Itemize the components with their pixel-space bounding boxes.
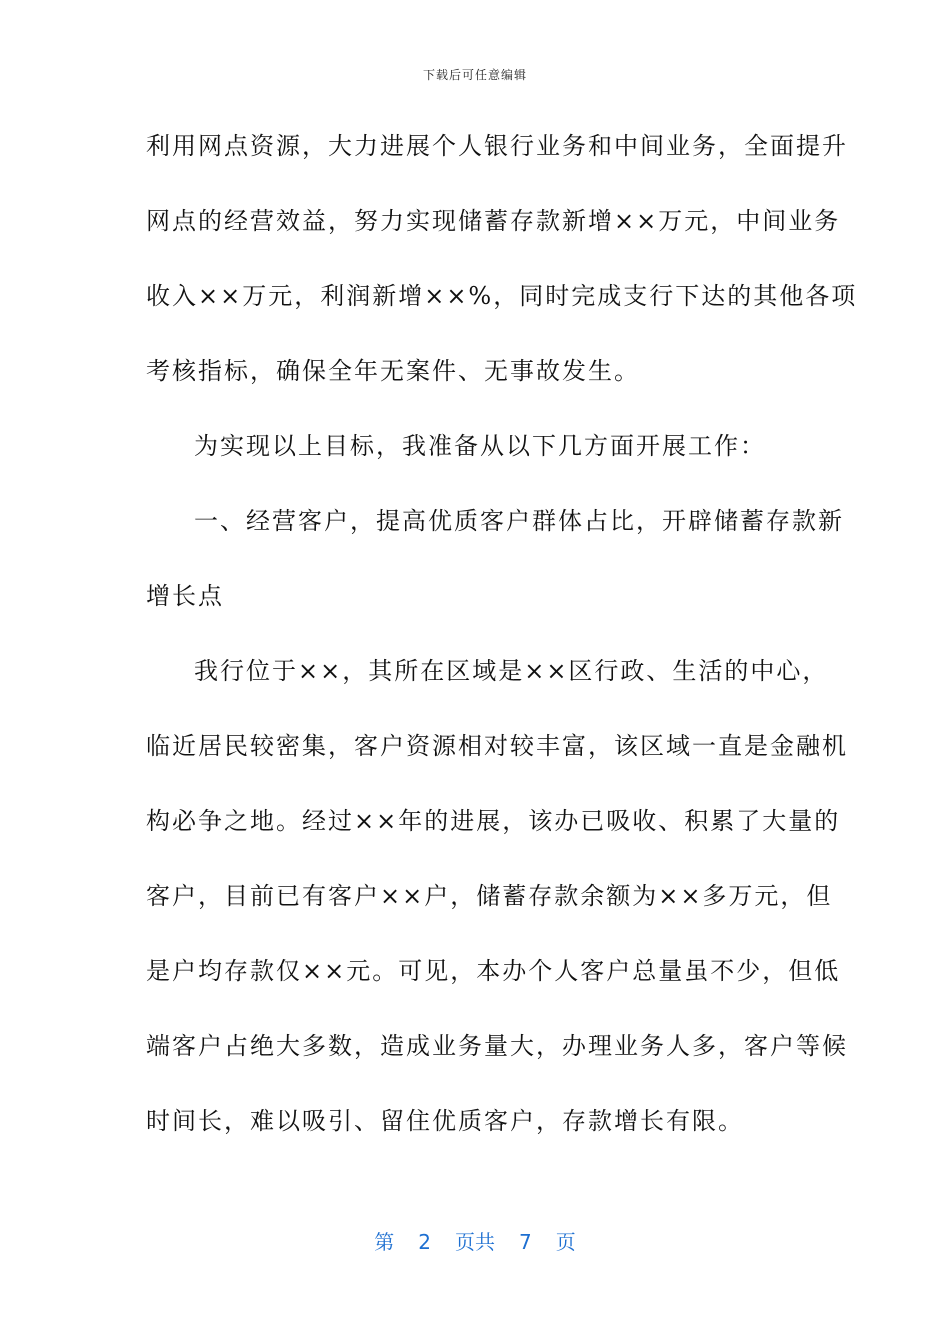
- paragraph-line: 利用网点资源，大力进展个人银行业务和中间业务，全面提升: [146, 132, 848, 160]
- paragraph-line: 端客户占绝大多数，造成业务量大，办理业务人多，客户等候: [146, 1032, 848, 1060]
- paragraph-line: 我行位于××，其所在区域是××区行政、生活的中心，: [194, 657, 829, 685]
- document-body: [146, 120, 858, 1170]
- paragraph-line: 考核指标，确保全年无案件、无事故发生。: [146, 357, 640, 385]
- footer-suffix: 页: [555, 1230, 576, 1254]
- page-number-footer: [0, 1226, 950, 1255]
- page-header-note: 下载后可任意编辑: [422, 68, 527, 82]
- footer-middle: 页共: [455, 1230, 495, 1254]
- paragraph-line: 时间长，难以吸引、留住优质客户，存款增长有限。: [146, 1107, 744, 1135]
- current-page-number: 2: [418, 1230, 431, 1254]
- paragraph-line: 网点的经营效益，努力实现储蓄存款新增××万元，中间业务: [146, 207, 841, 235]
- paragraph-line: 构必争之地。经过××年的进展，该办已吸收、积累了大量的: [146, 807, 841, 835]
- section-heading-line: 增长点: [146, 582, 224, 610]
- paragraph-line: 客户，目前已有客户××户，储蓄存款余额为××多万元，但: [146, 882, 833, 910]
- paragraph-line: 临近居民较密集，客户资源相对较丰富，该区域一直是金融机: [146, 732, 848, 760]
- paragraph-line: 为实现以上目标，我准备从以下几方面开展工作：: [194, 432, 766, 460]
- footer-prefix: 第: [374, 1230, 395, 1254]
- section-heading-line: 一、经营客户，提高优质客户群体占比，开辟储蓄存款新: [194, 507, 844, 535]
- paragraph-line: 是户均存款仅××元。可见，本办个人客户总量虽不少，但低: [146, 957, 841, 985]
- total-page-count: 7: [519, 1230, 532, 1254]
- paragraph-line: 收入××万元，利润新增××%，同时完成支行下达的其他各项: [146, 282, 858, 310]
